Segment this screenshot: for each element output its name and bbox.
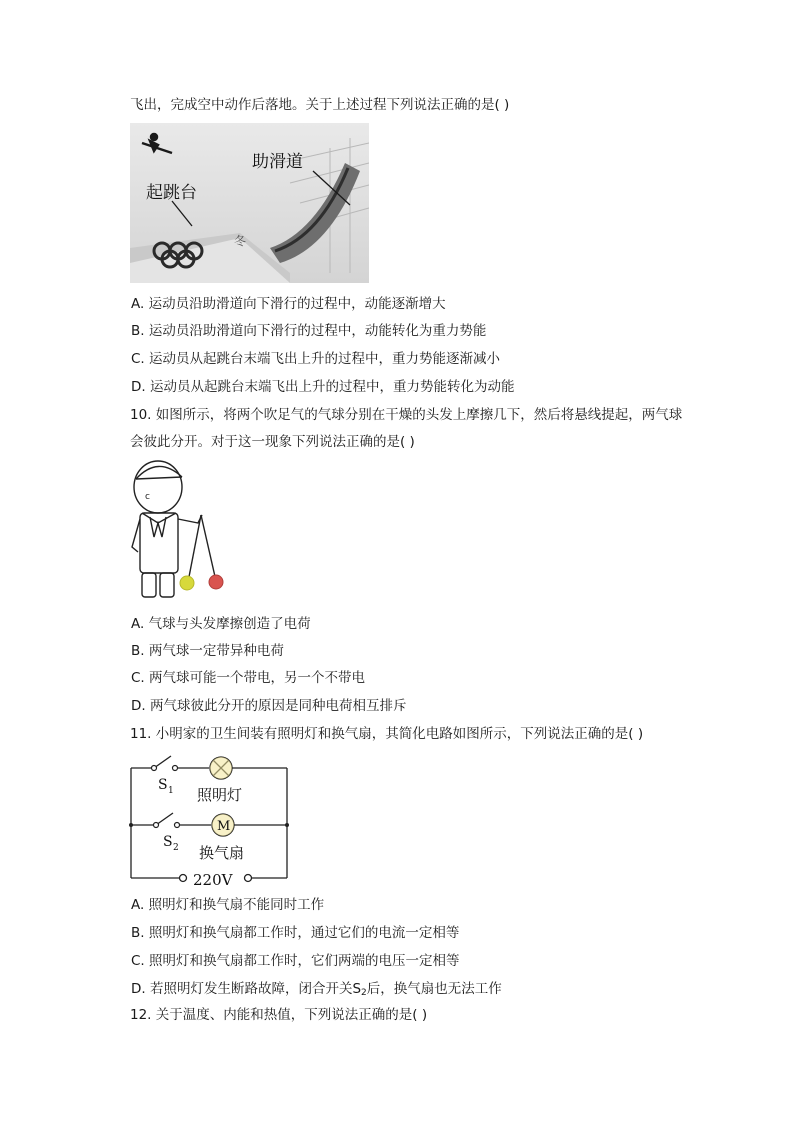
q11-stem: 11. 小明家的卫生间装有照明灯和换气扇，其简化电路如图所示，下列说法正确的是( ) bbox=[130, 726, 644, 742]
svg-text:c: c bbox=[145, 492, 150, 502]
fan-label: 换气扇 bbox=[199, 844, 245, 862]
q10-stem-line1: 10. 如图所示，将两个吹足气的气球分别在干燥的头发上摩擦几下，然后将悬线提起，两气球 bbox=[130, 407, 683, 423]
lamp-label: 照明灯 bbox=[197, 786, 243, 804]
label-jump: 起跳台 bbox=[146, 183, 197, 203]
q11-option-b: B. 照明灯和换气扇都工作时，通过它们的电流一定相等 bbox=[131, 925, 460, 941]
q10-stem-line2: 会彼此分开。对于这一现象下列说法正确的是( ) bbox=[130, 434, 415, 450]
q11-option-a: A. 照明灯和换气扇不能同时工作 bbox=[131, 897, 325, 913]
switch-s1-label: S bbox=[158, 777, 168, 793]
q12-stem: 12. 关于温度、内能和热值，下列说法正确的是( ) bbox=[130, 1007, 428, 1023]
q11-option-d bbox=[131, 980, 502, 1002]
q11-option-c: C. 照明灯和换气扇都工作时，它们两端的电压一定相等 bbox=[131, 953, 460, 969]
circuit-diagram bbox=[127, 752, 291, 890]
motor-symbol: M bbox=[217, 819, 231, 834]
switch-s1-sub: 1 bbox=[168, 786, 174, 796]
q11-option-d-post: 后，换气扇也无法工作 bbox=[366, 981, 502, 997]
q11-option-d-sub: 2 bbox=[361, 988, 367, 998]
q10-option-c: C. 两气球可能一个带电，另一个不带电 bbox=[131, 670, 366, 686]
voltage-label: 220V bbox=[193, 871, 233, 889]
q11-option-d-pre: D. 若照明灯发生断路故障，闭合开关S bbox=[131, 981, 362, 997]
switch-s2-sub: 2 bbox=[173, 843, 179, 853]
switch-s2-label: S bbox=[163, 834, 173, 850]
q9-option-c: C. 运动员从起跳台末端飞出上升的过程中，重力势能逐渐减小 bbox=[131, 351, 501, 367]
q9-stem: 飞出，完成空中动作后落地。关于上述过程下列说法正确的是( ) bbox=[130, 97, 510, 113]
ski-jump-photo bbox=[130, 123, 369, 283]
q10-option-d: D. 两气球彼此分开的原因是同种电荷相互排斥 bbox=[131, 698, 407, 714]
svg-text:冬: 冬 bbox=[234, 234, 247, 248]
q9-option-d: D. 运动员从起跳台末端飞出上升的过程中，重力势能转化为动能 bbox=[131, 379, 515, 395]
label-ramp: 助滑道 bbox=[252, 152, 303, 172]
balloon-figure bbox=[128, 457, 228, 605]
q9-option-a: A. 运动员沿助滑道向下滑行的过程中，动能逐渐增大 bbox=[131, 296, 446, 312]
q10-option-a: A. 气球与头发摩擦创造了电荷 bbox=[131, 616, 311, 632]
q9-option-b: B. 运动员沿助滑道向下滑行的过程中，动能转化为重力势能 bbox=[131, 323, 487, 339]
q10-option-b: B. 两气球一定带异种电荷 bbox=[131, 643, 284, 659]
